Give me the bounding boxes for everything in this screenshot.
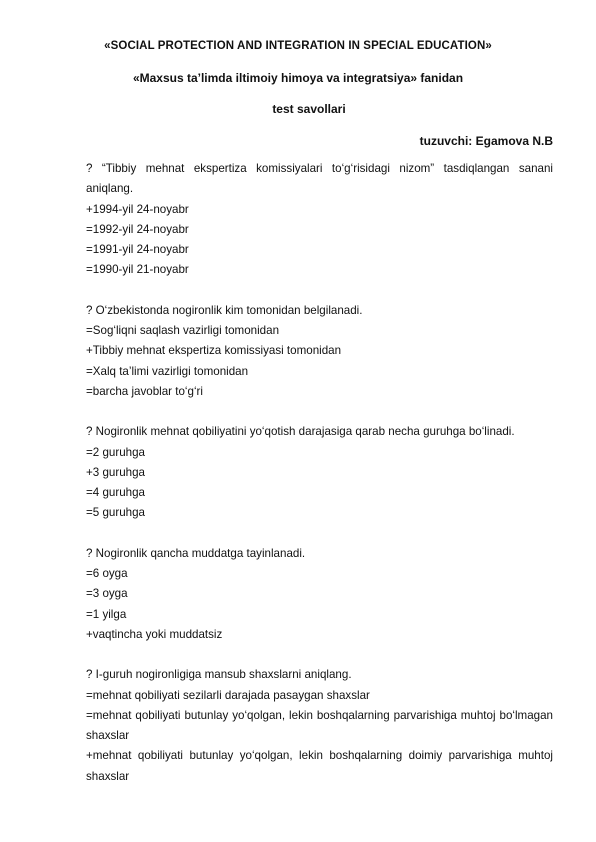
answer-option: =mehnat qobiliyati butunlay yo‘qolgan, lekin boshqalarning parvarishiga muhtoj bo‘lmagan shaxslar [86,708,553,743]
answer-option: =Sog‘liqni saqlash vazirligi tomonidan [86,324,280,338]
answer-option: +3 guruhga [86,465,145,479]
question-text: ? I-guruh nogironligiga mansub shaxslarni aniqlang. [86,668,352,682]
answer-option: =2 guruhga [86,445,145,459]
question-text: ? “Tibbiy mehnat ekspertiza komissiyalari to‘g‘risidagi nizom” tasdiqlangan sanani aniqlang. [86,162,553,196]
answer-option: =1991-yil 24-noyabr [86,243,189,257]
answer-option: +Tibbiy mehnat ekspertiza komissiyasi tomonidan [86,344,342,358]
answer-option: =1992-yil 24-noyabr [86,222,189,236]
answer-option: +vaqtincha yoki muddatsiz [86,627,223,641]
question-block [86,301,553,402]
answer-option: =Xalq ta’limi vazirligi tomonidan [86,364,249,378]
answer-option: =mehnat qobiliyati sezilarli darajada pasaygan shaxslar [86,688,370,702]
question-block [86,544,553,645]
question-text: ? Nogironlik qancha muddatga tayinlanadi. [86,546,306,560]
answer-option: =3 oyga [86,587,128,601]
answer-option: =1990-yil 21-noyabr [86,263,189,277]
answer-option: =4 guruhga [86,486,145,500]
question-block [86,665,553,787]
answer-option: =1 yilga [86,607,127,621]
answer-option: +1994-yil 24-noyabr [86,202,189,216]
spacer [86,645,553,665]
question-list [86,159,553,787]
question-block [86,422,553,523]
author-line: tuzuvchi: Egamova N.B [419,134,553,148]
document-title-uzbek: «Maxsus ta’limda iltimoiy himoya va integratsiya» fanidan [132,71,464,85]
document-subtitle: test savollari [272,102,346,116]
answer-option: +mehnat qobiliyati butunlay yo‘qolgan, lekin boshqalarning doimiy parvarishiga muhtoj shaxslar [86,749,553,783]
answer-option: =6 oyga [86,567,128,581]
spacer [86,281,553,301]
spacer [86,402,553,422]
answer-option: =barcha javoblar to‘g‘ri [86,384,203,398]
answer-option: =5 guruhga [86,506,145,520]
question-block [86,159,553,281]
question-text: ? O‘zbekistonda nogironlik kim tomonidan belgilanadi. [86,303,363,317]
spacer [86,524,553,544]
document-title-english: «SOCIAL PROTECTION AND INTEGRATION IN SPECIAL EDUCATION» [104,40,492,52]
question-text: ? Nogironlik mehnat qobiliyatini yo‘qotish darajasiga qarab necha guruhga bo‘linadi. [86,425,515,439]
